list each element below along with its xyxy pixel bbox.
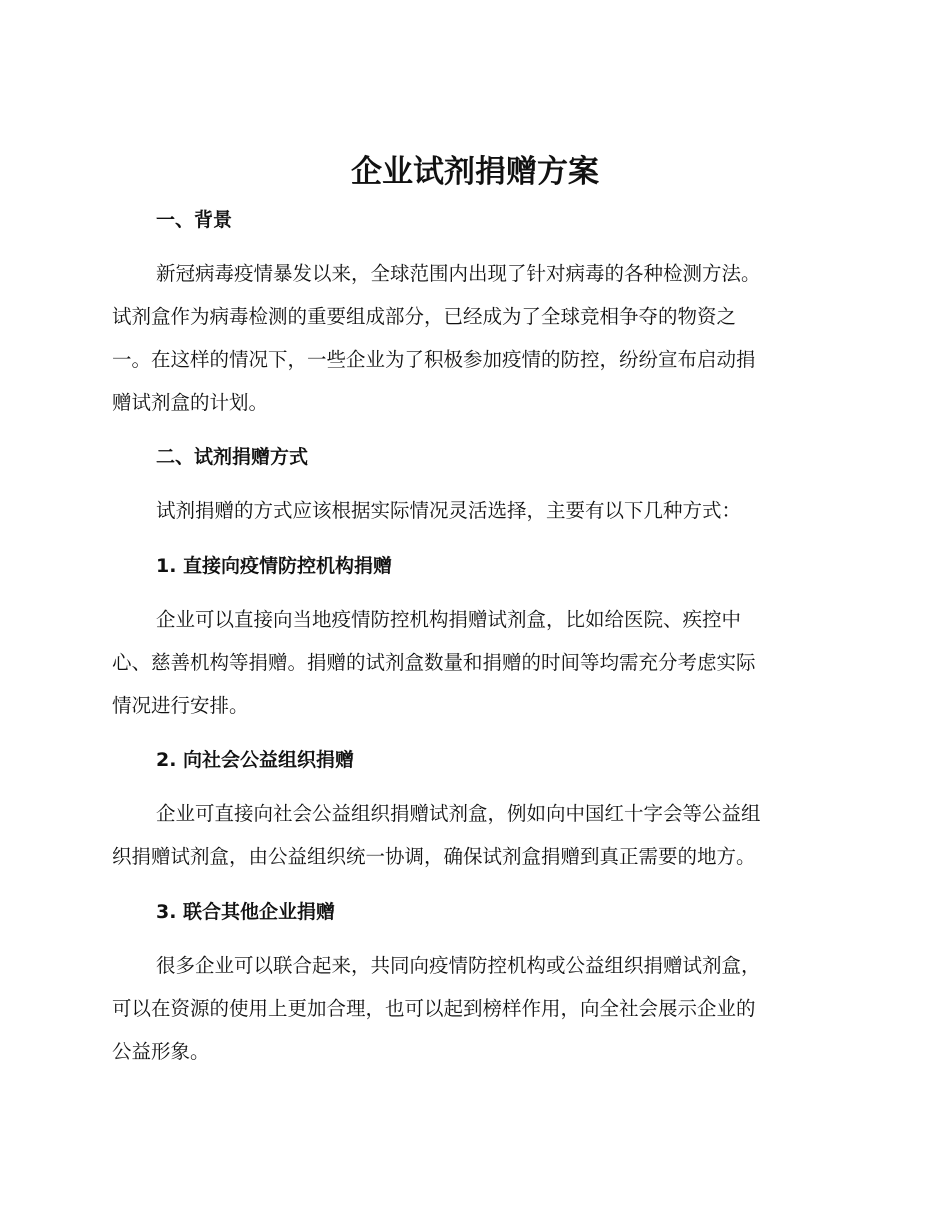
- paragraph-line: 企业可以直接向当地疫情防控机构捐赠试剂盒，比如给医院、疾控中: [156, 608, 742, 631]
- paragraph-line: 企业可直接向社会公益组织捐赠试剂盒，例如向中国红十字会等公益组: [156, 802, 761, 825]
- paragraph-line: 公益形象。: [112, 1040, 210, 1063]
- joint-donation-paragraph: [112, 944, 832, 1073]
- paragraph-line: 很多企业可以联合起来，共同向疫情防控机构或公益组织捐赠试剂盒，: [156, 954, 761, 977]
- paragraph-line: 赠试剂盒的计划。: [112, 391, 269, 414]
- charity-donation-paragraph: [112, 792, 832, 878]
- section-heading-background: 一、背景: [156, 209, 233, 231]
- paragraph-line: 一。在这样的情况下，一些企业为了积极参加疫情的防控，纷纷宣布启动捐: [112, 348, 756, 371]
- donation-methods-paragraph: [112, 489, 832, 532]
- paragraph-line: 试剂捐赠的方式应该根据实际情况灵活选择，主要有以下几种方式：: [156, 499, 742, 522]
- paragraph-line: 可以在资源的使用上更加合理，也可以起到榜样作用，向全社会展示企业的: [112, 997, 756, 1020]
- paragraph-line: 织捐赠试剂盒，由公益组织统一协调，确保试剂盒捐赠到真正需要的地方。: [112, 845, 756, 868]
- document-title: 企业试剂捐赠方案: [351, 154, 599, 190]
- subheading-joint-donation: 3. 联合其他企业捐赠: [156, 901, 336, 923]
- section-heading-donation-methods: 二、试剂捐赠方式: [156, 446, 309, 468]
- paragraph-line: 试剂盒作为病毒检测的重要组成部分，已经成为了全球竞相争夺的物资之: [112, 305, 737, 328]
- paragraph-line: 新冠病毒疫情暴发以来，全球范围内出现了针对病毒的各种检测方法。: [156, 262, 761, 285]
- subheading-charity-donation: 2. 向社会公益组织捐赠: [156, 749, 355, 771]
- background-paragraph: [112, 252, 832, 424]
- paragraph-line: 心、慈善机构等捐赠。捐赠的试剂盒数量和捐赠的时间等均需充分考虑实际: [112, 651, 756, 674]
- direct-donation-paragraph: [112, 598, 832, 727]
- subheading-direct-donation: 1. 直接向疫情防控机构捐赠: [156, 555, 393, 577]
- paragraph-line: 情况进行安排。: [112, 694, 249, 717]
